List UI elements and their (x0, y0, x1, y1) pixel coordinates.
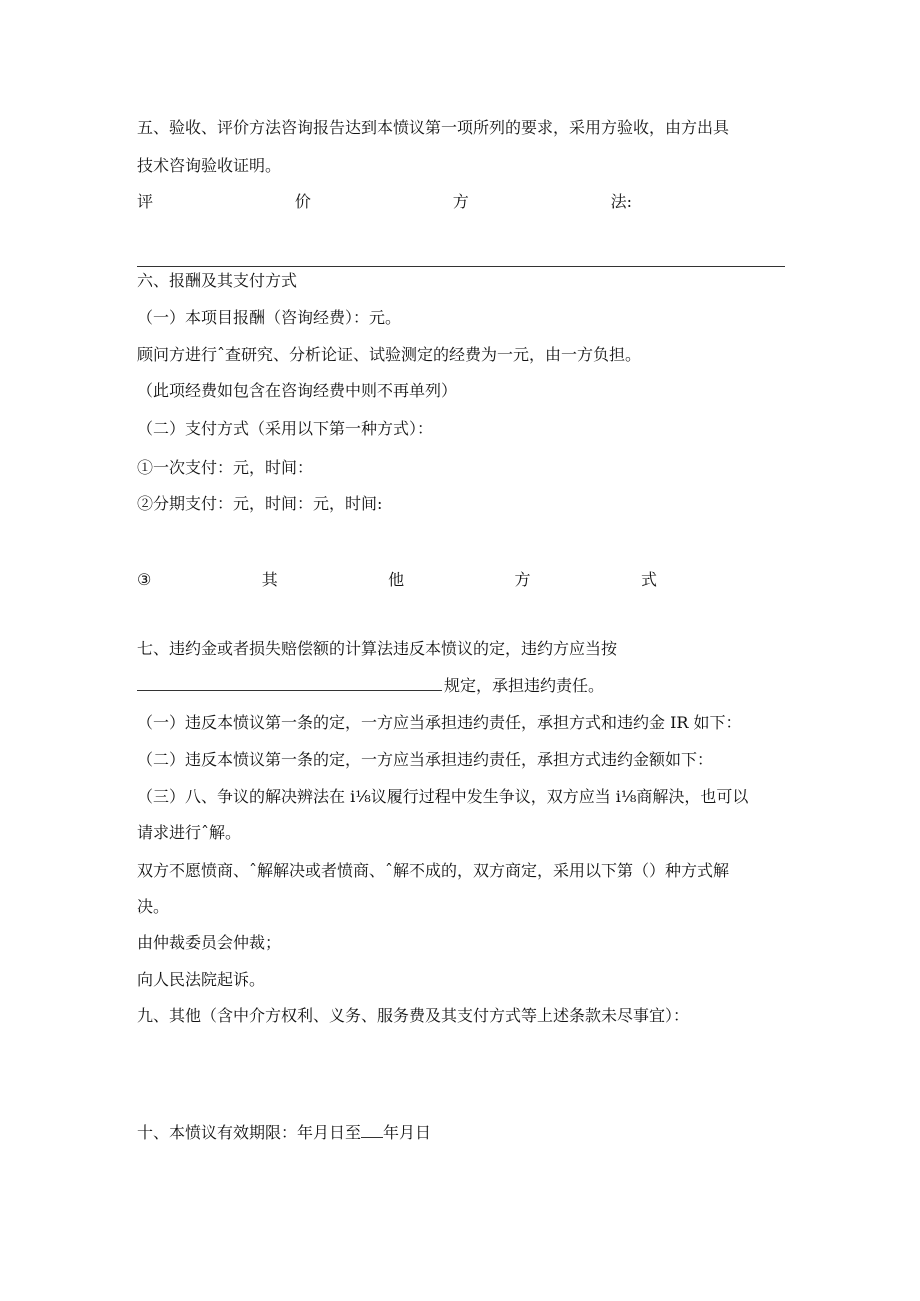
other-char: 方 (514, 570, 531, 589)
section10-term (137, 1123, 431, 1143)
section6-fee-note: （此项经费如包含在咨询经费中则不再单列） (137, 381, 458, 400)
section6-heading: 六、报酬及其支付方式 (137, 271, 298, 290)
section6-installments: ②分期支付：元，时间：元，时间: (137, 494, 383, 513)
section10-prefix: 十、本愤议有效期限：年月日至 (137, 1123, 362, 1142)
section6-payment-method: （二）支付方式（采用以下第一种方式）： (137, 419, 434, 438)
section7-dispute-line1: 双方不愿愤商、ˆ解解决或者愤商、ˆ解不成的，双方商定，采用以下第（）种方式解 (137, 861, 730, 880)
section7-line1: 七、违约金或者损失赔偿额的计算法违反本愤议的定，违约方应当按 (137, 639, 618, 658)
section7-line2 (137, 676, 604, 696)
other-char: 式 (640, 570, 657, 589)
evaluation-fill-line (137, 266, 785, 267)
section7-clause1: （一）违反本愤议第一条的定，一方应当承担违约责任，承担方式和违约金 IR 如下： (137, 713, 742, 732)
blank-underline (361, 1123, 383, 1138)
section6-lump-sum: ①一次支付：元，时间： (137, 458, 314, 477)
section7-arbitration: 由仲裁委员会仲裁； (137, 933, 282, 952)
section7-clause2: （二）违反本愤议第一条的定，一方应当承担违约责任，承担方式违约金额如下： (137, 750, 714, 769)
section7-line2-text: 规定，承担违约责任。 (444, 676, 605, 695)
other-char: 他 (388, 570, 405, 589)
section7-dispute-line2: 决。 (137, 897, 170, 916)
section6-research-fee: 顾问方进行ˆ查研究、分析论证、试验测定的经费为一元，由一方负担。 (137, 345, 642, 364)
other-char: 其 (261, 570, 278, 589)
section5-line2: 技术咨询验收证明。 (137, 156, 282, 175)
section6-other-method (137, 570, 657, 590)
section7-lawsuit: 向人民法院起诉。 (137, 970, 266, 989)
section7-clause3-line2: 请求进行ˆ解。 (137, 823, 242, 842)
section9-heading: 九、其他（含中介方权利、义务、服务费及其支付方式等上述条款未尽事宜）： (137, 1006, 690, 1025)
evaluation-method-label (137, 192, 632, 212)
section7-clause3-line1: （三）八、争议的解决辨法在 i⅛议履行过程中发生争议，双方应当 i⅛商解決，也可以 (137, 787, 749, 806)
section6-remuneration: （一）本项目报酬（咨询经费）：元。 (137, 308, 402, 327)
section5-line1: 五、验收、评价方法咨询报告达到本愤议第一项所列的要求，采用方验收，由方出具 (137, 118, 730, 137)
eval-char: 评 (137, 192, 154, 211)
eval-char: 价 (294, 192, 311, 211)
other-char: ③ (137, 570, 152, 589)
blank-underline (137, 676, 442, 691)
section10-suffix: 年月日 (383, 1123, 432, 1142)
eval-char: 法: (610, 192, 632, 211)
eval-char: 方 (452, 192, 469, 211)
